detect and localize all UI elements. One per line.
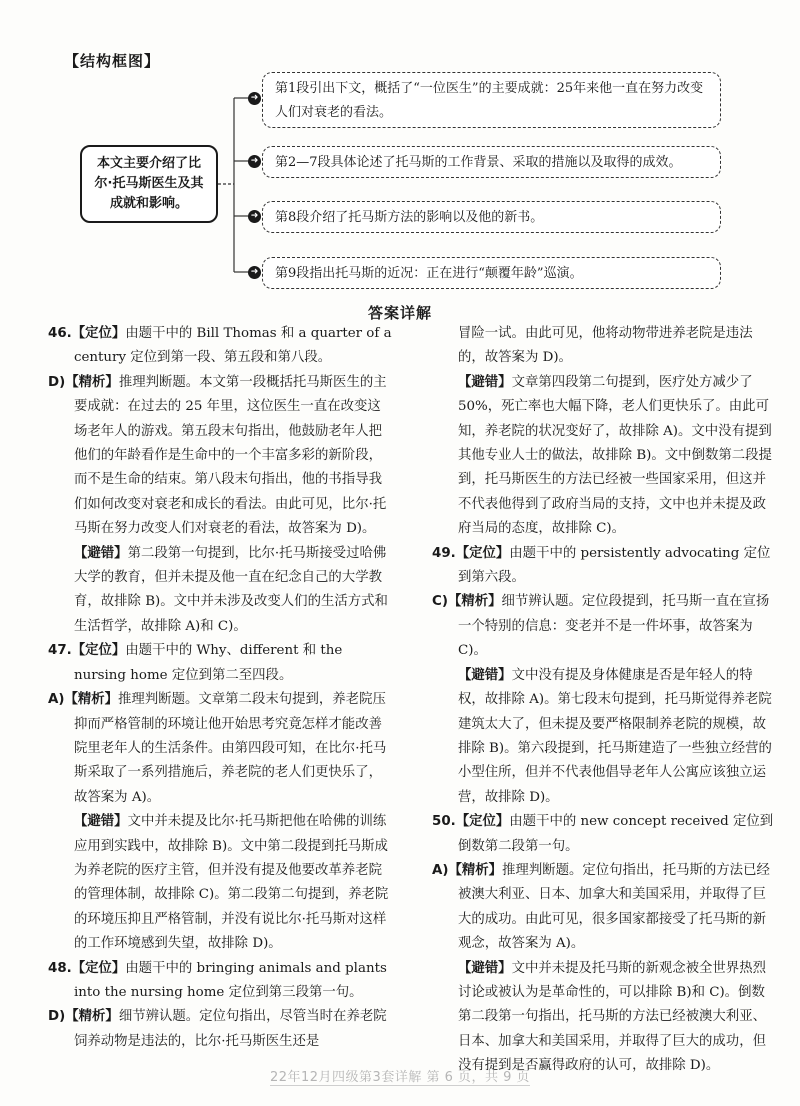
branch-box-paragraph-1: 第1段引出下文，概括了“一位医生”的主要成就：25年来他一直在努力改变人们对衰老的看法。: [262, 72, 721, 128]
left-column: [48, 322, 392, 1054]
structure-frame-title: 【结构框图】: [64, 52, 161, 70]
q46-locate: 46.【定位】由题干中的 Bill Thomas 和 a quarter of a century 定位到第一段、第五段和第八段。: [48, 326, 392, 366]
q49-analysis: C)【精析】细节辨认题。定位段提到，托马斯一直在宣扬一个特别的信息：变老并不是一件坏事，故答案为 C)。: [432, 594, 770, 659]
q48-analysis-continued: 冒险一试。由此可见，他将动物带进养老院是违法的，故答案为 D)。: [458, 326, 753, 366]
q47-analysis: A)【精析】推理判断题。文章第二段末句提到，养老院压抑而严格管制的环境让他开始思考究竟怎样才能改善院里老年人的生活条件。由第四段可知，在比尔·托马斯采取了一系列措施后，养老院的老人们更快乐了，故答案为 A)。: [48, 692, 387, 805]
arrow-right-icon: ➜: [248, 155, 261, 168]
arrow-right-icon: ➜: [248, 266, 261, 279]
right-column: [432, 322, 778, 1079]
q50-analysis: A)【精析】推理判断题。定位句指出，托马斯的方法已经被澳大利亚、日本、加拿大和美国采用，并取得了巨大的成功。由此可见，很多国家都接受了托马斯的新观念，故答案为 A)。: [432, 862, 770, 952]
q47-locate: 47.【定位】由题干中的 Why、different 和 the nursing home 定位到第二至四段。: [48, 643, 343, 683]
q46-avoid-errors: 【避错】第二段第一句提到，比尔·托马斯接受过哈佛大学的教育，但并未提及他一直在纪念自己的大学教育，故排除 B)。文中并未涉及改变人们的生活方式和生活哲学，故排除 A)和 C)。: [74, 545, 388, 634]
q49-avoid-errors: 【避错】文中没有提及身体健康是否是年轻人的特权，故排除 A)。第七段末句提到，托马斯觉得养老院建筑太大了，但未提及要严格限制养老院的规模，故排除 B)。第六段提到，托马斯建造了一些独立经营的小型住所，但并不代表他倡导老年人公寓应该独立运营，故排除 D)。: [458, 667, 772, 805]
branch-box-paragraphs-2-7: 第2—7段具体论述了托马斯的工作背景、采取的措施以及取得的成效。: [262, 146, 721, 178]
page-footer: 22年12月四级第3套详解 第 6 页，共 9 页: [269, 1070, 531, 1085]
q49-locate: 49.【定位】由题干中的 persistently advocating 定位到第六段。: [432, 545, 771, 586]
q47-avoid-errors: 【避错】文中并未提及比尔·托马斯把他在哈佛的训练应用到实践中，故排除 B)。文中第二段提到托马斯成为养老院的医疗主管，但并没有提及他要改革养老院的管理体制，故排除 C)。第二段第二句提到，养老院的环境压抑且严格管制，并没有说比尔·托马斯对这样的工作环境感到失望，故排除 D)。: [74, 814, 389, 952]
q48-analysis: D)【精析】细节辨认题。定位句指出，尽管当时在养老院饲养动物是违法的，比尔·托马斯医生还是: [48, 1009, 387, 1049]
arrow-right-icon: ➜: [248, 92, 261, 105]
branch-box-paragraph-8: 第8段介绍了托马斯方法的影响以及他的新书。: [262, 201, 721, 233]
q50-locate: 50.【定位】由题干中的 new concept received 定位到倒数第二段第一句。: [432, 814, 774, 854]
q46-analysis: D)【精析】推理判断题。本文第一段概括托马斯医生的主要成就：在过去的 25 年里，这位医生一直在改变这场老年人的游戏。第五段末句指出，他鼓励老年人把他们的年龄看作是生命中的一个丰富多彩的新阶段，而不是生命的结束。第八段末句指出，他的书指导我们如何改变对衰老和成长的看法。由此可见，比尔·托马斯在努力改变人们对衰老的看法，故答案为 D)。: [48, 374, 387, 537]
summary-main-box: 本文主要介绍了比尔·托马斯医生及其成就和影响。: [80, 145, 218, 223]
q48-locate: 48.【定位】由题干中的 bringing animals and plants into the nursing home 定位到第三段第一句。: [48, 960, 387, 1000]
arrow-right-icon: ➜: [248, 210, 261, 223]
q48-avoid-errors: 【避错】文章第四段第二句提到，医疗处方减少了 50%，死亡率也大幅下降，老人们更快乐了。由此可知，养老院的状况变好了，故排除 A)。文中没有提到其他专业人士的做法，故排除 B)。文中倒数第二段提到，托马斯医生的方法已经被一些国家采用，但这并不代表他得到了政府当局的支持，文中也并未提及政府当局的态度，故排除 C)。: [458, 374, 772, 537]
answer-section-title: 答案详解: [367, 304, 432, 322]
q50-avoid-errors: 【避错】文中并未提及托马斯的新观念被全世界热烈讨论或被认为是革命性的，可以排除 B)和 C)。倒数第二段第一句指出，托马斯的方法已经被澳大利亚、日本、加拿大和美国采用，并取得了巨大的成功，但没有提到是否赢得政府的认可，故排除 D)。: [458, 960, 766, 1074]
branch-box-paragraph-9: 第9段指出托马斯的近况：正在进行“颠覆年龄”巡演。: [262, 257, 721, 289]
